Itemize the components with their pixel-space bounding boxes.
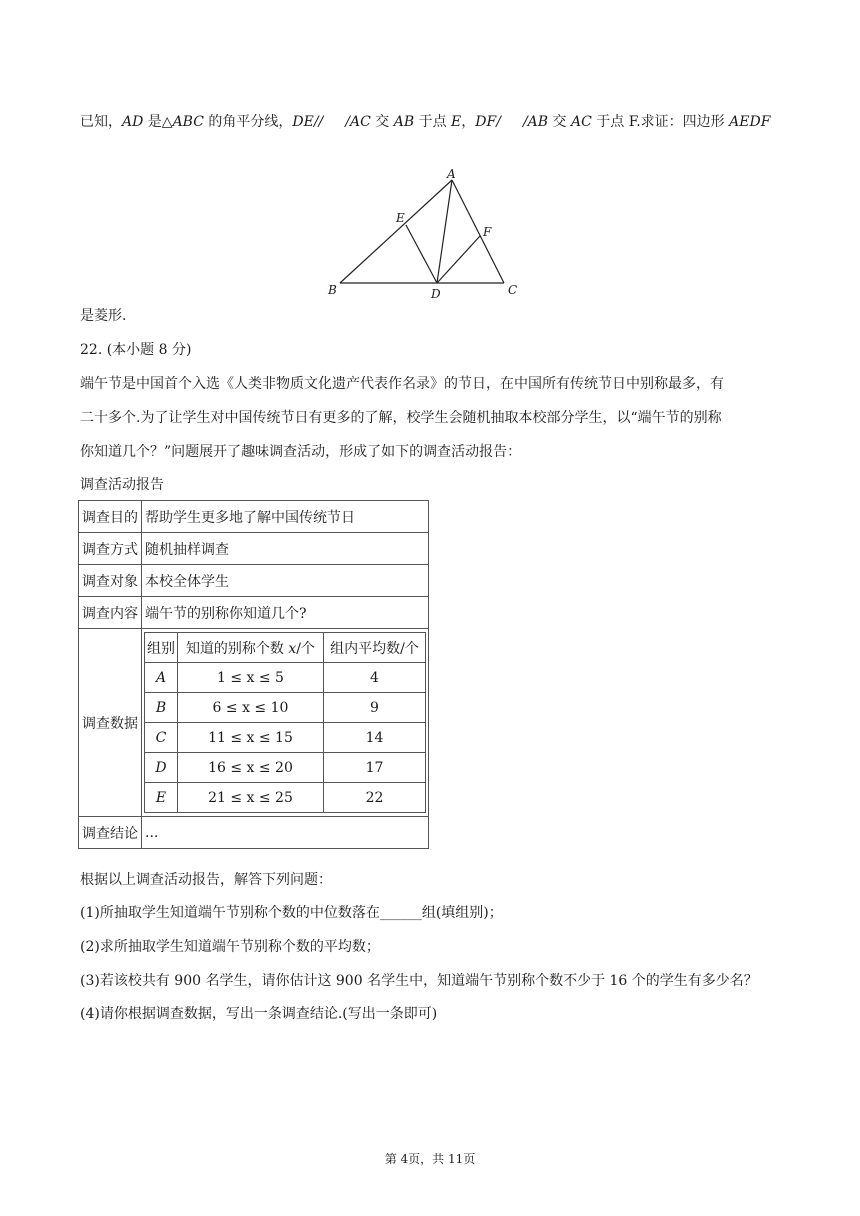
text-fragment: 于点 <box>414 114 452 130</box>
inner-header-row <box>145 633 426 663</box>
report-value: 端午节的别称你知道几个? <box>142 597 429 629</box>
range-cell: 6 ≤ x ≤ 10 <box>178 693 324 723</box>
report-row-data <box>79 629 429 817</box>
data-cell <box>142 629 429 817</box>
q22-paragraph-line-3: 你知道几个？”问题展开了趣味调查活动，形成了如下的调查活动报告： <box>80 444 522 460</box>
report-key: 调查内容 <box>79 597 142 629</box>
table-row <box>145 693 426 723</box>
q21-statement-end: 是菱形. <box>80 308 127 324</box>
label-f: F <box>483 225 492 239</box>
table-row <box>145 753 426 783</box>
table-row <box>145 783 426 813</box>
math-aedf: AEDF <box>729 114 771 130</box>
sub-question-3: (3)若该校共有 900 名学生，请你估计这 900 名学生中，知道端午节别称个数不少于 16 个的学生有多少名？ <box>80 973 758 989</box>
report-value: ... <box>142 817 429 849</box>
report-key: 调查方式 <box>79 533 142 565</box>
report-key: 调查对象 <box>79 565 142 597</box>
segment-ed <box>406 225 437 283</box>
math-de: DE// <box>292 114 324 130</box>
segment-df <box>437 236 480 283</box>
q21-statement <box>80 112 770 132</box>
range-cell: 21 ≤ x ≤ 25 <box>178 783 324 813</box>
triangle-figure <box>320 168 530 303</box>
q22-paragraph-line-2: 二十多个.为了让学生对中国传统节日有更多的了解，校学生会随机抽取本校部分学生，以“端午节的别称 <box>80 410 722 426</box>
report-table <box>78 500 429 849</box>
page-footer: 第 4页，共 11页 <box>384 1152 476 1166</box>
survey-data-table <box>144 632 426 813</box>
column-header: 组别 <box>145 633 178 663</box>
report-key: 调查数据 <box>79 629 142 817</box>
sub-question-4: (4)请你根据调查数据，写出一条调查结论.(写出一条即可) <box>80 1006 438 1022</box>
report-title: 调查活动报告 <box>80 477 164 493</box>
table-row <box>145 663 426 693</box>
math-ab: /AB <box>522 114 549 130</box>
sub-question-1: (1)所抽取学生知道端午节别称个数的中位数落在______组(填组别)； <box>80 905 503 921</box>
mean-cell: 9 <box>323 693 425 723</box>
report-key: 调查目的 <box>79 501 142 533</box>
column-header: 组内平均数/个 <box>323 633 425 663</box>
range-cell: 1 ≤ x ≤ 5 <box>178 663 324 693</box>
column-header: 知道的别称个数 x/个 <box>178 633 324 663</box>
range-cell: 11 ≤ x ≤ 15 <box>178 723 324 753</box>
q22-paragraph-line-1: 端午节是中国首个入选《人类非物质文化遗产代表作名录》的节日，在中国所有传统节日中别称最多，有 <box>80 376 724 392</box>
report-row <box>79 597 429 629</box>
report-row <box>79 565 429 597</box>
range-cell: 16 ≤ x ≤ 20 <box>178 753 324 783</box>
math-ac: AC <box>570 114 592 130</box>
instruction-text: 根据以上调查活动报告，解答下列问题： <box>80 872 332 888</box>
sub-question-2: (2)求所抽取学生知道端午节别称个数的平均数； <box>80 939 380 955</box>
mean-cell: 17 <box>323 753 425 783</box>
math-ac: /AC <box>345 114 371 130</box>
mean-cell: 4 <box>323 663 425 693</box>
q22-header: 22. (本小题 8 分) <box>80 342 192 358</box>
group-cell: B <box>145 693 178 723</box>
text-fragment: 的角平分线， <box>203 114 293 130</box>
mean-cell: 22 <box>323 783 425 813</box>
math-ad: AD <box>122 114 144 130</box>
math-triangle-abc: △ABC <box>161 114 204 130</box>
text-fragment: F.求证：四边形 <box>628 114 730 130</box>
label-a: A <box>447 168 456 181</box>
text-fragment: 于点 <box>591 114 629 130</box>
mean-cell: 14 <box>323 723 425 753</box>
segment-ba <box>340 180 452 283</box>
group-cell: C <box>145 723 178 753</box>
report-value: 随机抽样调查 <box>142 533 429 565</box>
math-ab: AB <box>393 114 415 130</box>
text-fragment: 是 <box>143 114 162 130</box>
group-cell: E <box>145 783 178 813</box>
text-fragment: 交 <box>370 114 394 130</box>
report-key: 调查结论 <box>79 817 142 849</box>
label-c: C <box>508 283 518 297</box>
group-cell: A <box>145 663 178 693</box>
text-fragment: 交 <box>548 114 571 130</box>
segment-ad <box>437 180 452 283</box>
report-row <box>79 533 429 565</box>
report-row <box>79 501 429 533</box>
report-value: 本校全体学生 <box>142 565 429 597</box>
report-row <box>79 817 429 849</box>
label-b: B <box>328 283 337 297</box>
text-fragment: ， <box>461 114 476 130</box>
label-d: D <box>431 287 441 301</box>
segment-ac <box>452 180 504 283</box>
text-fragment: 已知， <box>80 114 122 130</box>
math-df: DF/ <box>475 114 501 130</box>
math-e: E <box>451 114 462 130</box>
label-e: E <box>396 211 405 225</box>
group-cell: D <box>145 753 178 783</box>
report-value: 帮助学生更多地了解中国传统节日 <box>142 501 429 533</box>
table-row <box>145 723 426 753</box>
